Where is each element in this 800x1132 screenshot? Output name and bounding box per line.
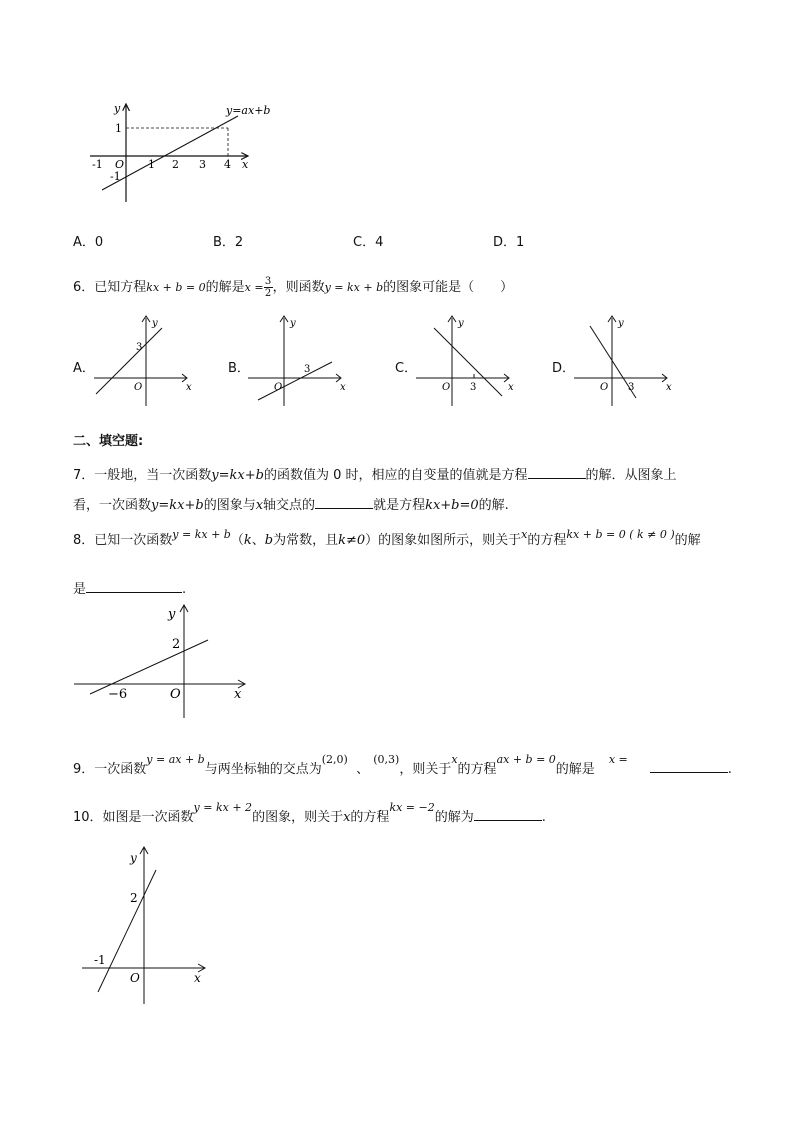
section-heading: 二、填空题: <box>73 434 144 449</box>
function-line <box>258 362 332 400</box>
q8-stem: 8．已知一次函数$^{y = kx + b}$（k、b为常数，且k≠0）的图象如图所示，则关于$^x$的方程$^{kx + b = 0 ( k \ne 0 )}$的解 <box>73 528 701 548</box>
svg-text:O: O <box>170 687 181 702</box>
svg-text:y: y <box>618 318 624 329</box>
x-tick: 4 <box>224 158 231 171</box>
origin-label: O <box>115 158 125 171</box>
svg-text:3: 3 <box>136 342 143 353</box>
x-tick: 3 <box>199 158 206 171</box>
q6-option-a-graph[interactable] <box>90 312 200 408</box>
svg-text:x: x <box>340 382 346 393</box>
x-tick: -1 <box>92 158 103 171</box>
q8-line2: 是 . <box>73 578 186 599</box>
equation-label: y=ax+b <box>226 104 271 117</box>
svg-text:y: y <box>168 607 176 622</box>
svg-text:O: O <box>130 971 140 985</box>
q6-option-b-graph[interactable] <box>244 312 354 408</box>
svg-text:2: 2 <box>172 637 181 652</box>
fraction-three-halves: $\frac{3}{2}$ <box>264 276 272 299</box>
function-line <box>98 870 156 992</box>
q7-blank-1[interactable] <box>528 464 586 479</box>
svg-text:3: 3 <box>304 364 311 375</box>
graph-q8 <box>72 600 262 722</box>
q5-option-b[interactable]: B．2 <box>213 235 244 250</box>
x-tick: 1 <box>148 158 155 171</box>
graph-q10 <box>80 842 220 1007</box>
svg-text:O: O <box>442 382 451 393</box>
function-line <box>96 328 162 394</box>
svg-text:x: x <box>234 687 242 702</box>
q9-blank[interactable] <box>650 758 728 773</box>
q6-option-b-label[interactable]: B． <box>228 361 250 376</box>
function-line <box>102 116 238 190</box>
q6-stem: 6．已知方程kx + b = 0的解是x = $\frac{3}{2}$ ，则函数y = kx + b的图象可能是（ ） <box>73 276 514 299</box>
x-tick: 2 <box>172 158 179 171</box>
q6-option-d-label[interactable]: D． <box>552 361 576 376</box>
x-label: x <box>242 158 249 171</box>
svg-text:y: y <box>290 318 296 329</box>
function-line <box>90 640 208 694</box>
svg-text:O: O <box>274 382 283 393</box>
q5-option-d[interactable]: D．1 <box>493 235 525 250</box>
svg-text:3: 3 <box>628 382 635 393</box>
q10-blank[interactable] <box>474 806 542 821</box>
svg-text:-1: -1 <box>94 953 106 967</box>
q6-option-d-graph[interactable] <box>570 312 680 408</box>
y-tick: -1 <box>110 170 121 183</box>
svg-text:O: O <box>134 382 143 393</box>
svg-text:x: x <box>186 382 192 393</box>
q6-option-c-graph[interactable] <box>412 312 522 408</box>
svg-text:y: y <box>130 851 137 865</box>
svg-text:x: x <box>666 382 672 393</box>
svg-text:x: x <box>508 382 514 393</box>
graph-q5 <box>88 98 288 208</box>
svg-text:2: 2 <box>130 891 138 905</box>
svg-text:y: y <box>458 318 464 329</box>
svg-text:x: x <box>194 971 201 985</box>
y-label: y <box>114 102 121 115</box>
q6-option-a-label[interactable]: A． <box>73 361 95 376</box>
svg-text:y: y <box>152 318 158 329</box>
q7-blank-2[interactable] <box>315 494 373 509</box>
svg-text:O: O <box>600 382 609 393</box>
q8-blank[interactable] <box>86 578 182 593</box>
q5-option-a[interactable]: A．0 <box>73 235 104 250</box>
q6-option-c-label[interactable]: C． <box>395 361 418 376</box>
q9-stem: 9．一次函数$^{y = ax + b}$与两坐标轴的交点为$^{(2,0)}$ 、 $^{(0,3)}$，则关于$^x$的方程$^{ax + b = 0}$的解是$^{x =}$. <box>73 753 732 777</box>
y-tick: 1 <box>115 122 122 135</box>
svg-text:3: 3 <box>470 382 477 393</box>
svg-text:−6: −6 <box>108 687 128 702</box>
q7-line2: 看，一次函数y=kx+b的图象与x轴交点的 就是方程kx+b=0的解. <box>73 494 509 515</box>
q10-stem: 10．如图是一次函数$^{y = kx + 2}$的图象，则关于x的方程$^{kx = -2}$的解为 . <box>73 801 546 825</box>
q7-line1: 7．一般地，当一次函数y=kx+b的函数值为 0 时，相应的自变量的值就是方程 的解．从图象上 <box>73 464 677 485</box>
q5-option-c[interactable]: C．4 <box>353 235 384 250</box>
